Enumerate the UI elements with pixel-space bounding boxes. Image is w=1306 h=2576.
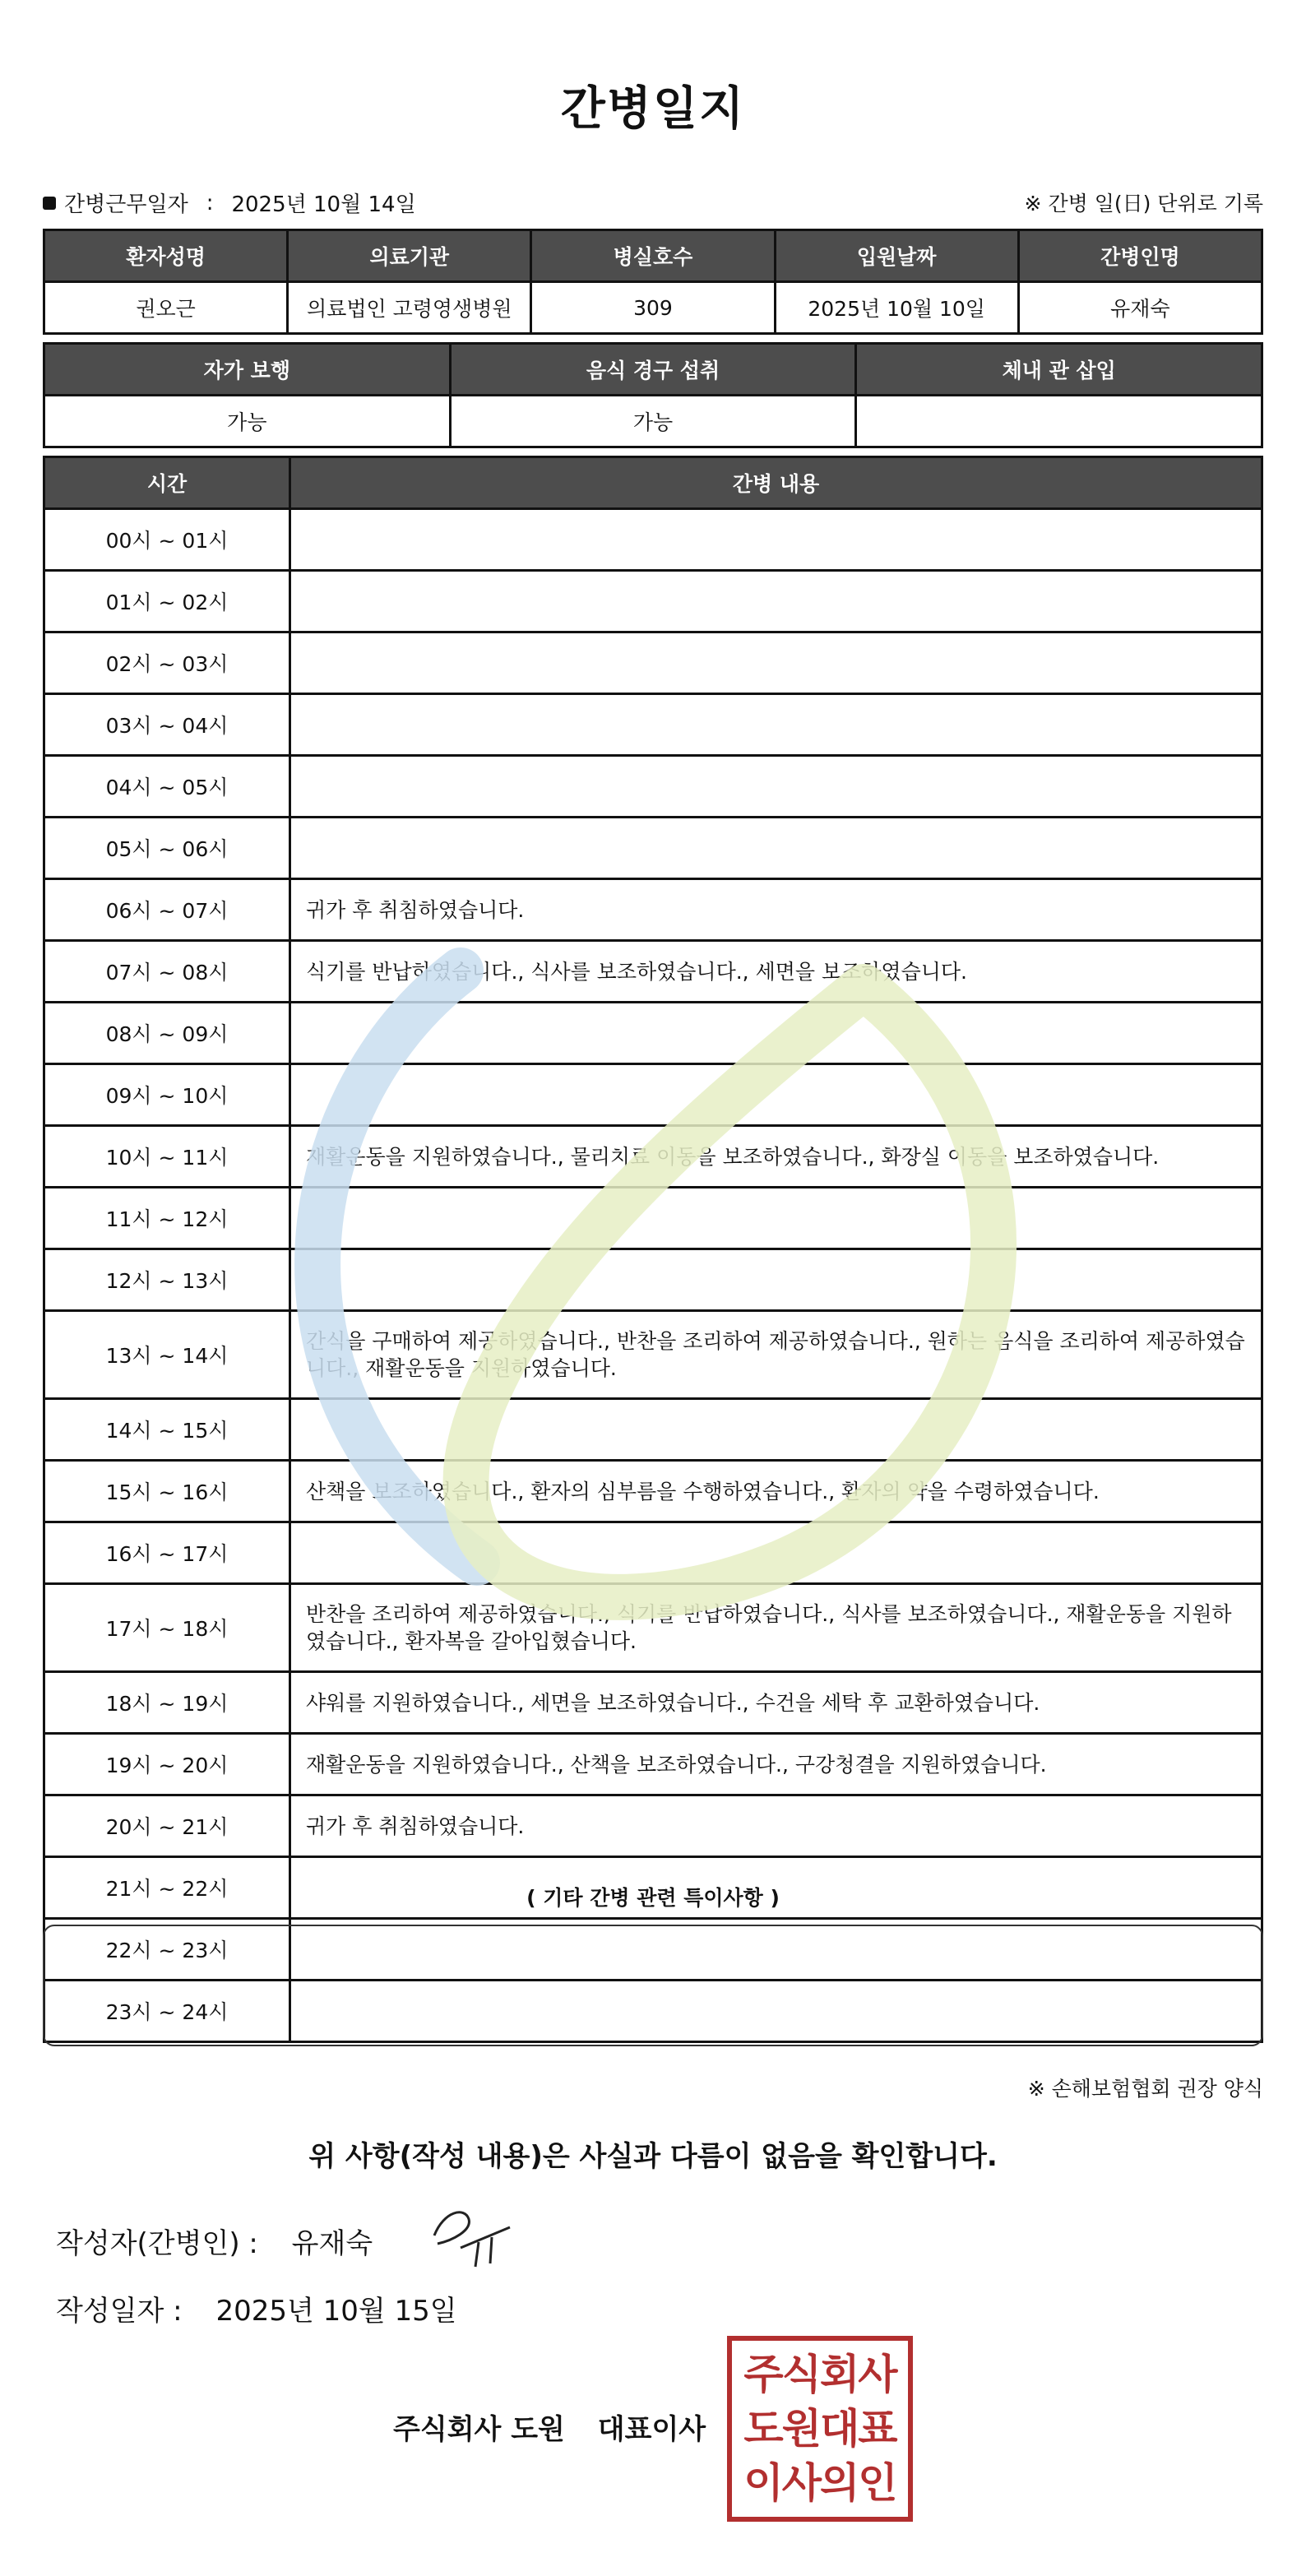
table-row xyxy=(44,632,1262,694)
recommend-note: ※ 손해보험협회 권장 양식 xyxy=(1027,2077,1263,2101)
time-slot: 15시 ~ 16시 xyxy=(44,1461,290,1522)
table-row xyxy=(44,571,1262,632)
room-number: 309 xyxy=(531,282,775,334)
header-care-content: 간병 내용 xyxy=(290,457,1262,509)
time-slot: 05시 ~ 06시 xyxy=(44,818,290,879)
table-row xyxy=(44,1672,1262,1734)
writer-label: 작성자(간병인) : xyxy=(56,2227,258,2260)
header-admission-date: 입원날짜 xyxy=(775,230,1018,282)
work-date-line xyxy=(43,188,416,218)
care-content xyxy=(290,1522,1262,1584)
care-content xyxy=(290,1003,1262,1064)
table-row xyxy=(44,1064,1262,1126)
self-walking-value: 가능 xyxy=(44,396,451,447)
table-row xyxy=(44,756,1262,818)
care-content: 샤워를 지원하였습니다., 세면을 보조하였습니다., 수건을 세탁 후 교환하였습니다. xyxy=(290,1672,1262,1734)
tube-insertion-value xyxy=(856,396,1262,447)
work-date-separator: : xyxy=(206,190,214,215)
record-note: ※ 간병 일(日) 단위로 기록 xyxy=(1024,192,1263,215)
time-slot: 11시 ~ 12시 xyxy=(44,1188,290,1249)
header-hospital: 의료기관 xyxy=(288,230,531,282)
care-content: 재활운동을 지원하였습니다., 물리치료 이동을 보조하였습니다., 화장실 이동을 보조하였습니다. xyxy=(290,1126,1262,1188)
header-patient-name: 환자성명 xyxy=(44,230,288,282)
time-slot: 04시 ~ 05시 xyxy=(44,756,290,818)
table-row xyxy=(44,1003,1262,1064)
hourly-care-log-table xyxy=(43,456,1263,2043)
oral-intake-value: 가능 xyxy=(450,396,856,447)
time-slot: 16시 ~ 17시 xyxy=(44,1522,290,1584)
care-content xyxy=(290,509,1262,571)
care-content: 식기를 반납하였습니다., 식사를 보조하였습니다., 세면을 보조하였습니다. xyxy=(290,941,1262,1003)
writer-name: 유재숙 xyxy=(291,2227,373,2260)
header-room-number: 병실호수 xyxy=(531,230,775,282)
header-time: 시간 xyxy=(44,457,290,509)
time-slot: 14시 ~ 15시 xyxy=(44,1399,290,1461)
admission-date: 2025년 10월 10일 xyxy=(775,282,1018,334)
care-content xyxy=(290,1064,1262,1126)
care-content: 귀가 후 취침하였습니다. xyxy=(290,879,1262,941)
work-date-label: 간병근무일자 xyxy=(64,192,188,217)
time-slot: 08시 ~ 09시 xyxy=(44,1003,290,1064)
company-line xyxy=(393,2407,706,2447)
write-date-label: 작성일자 : xyxy=(56,2295,183,2328)
time-slot: 01시 ~ 02시 xyxy=(44,571,290,632)
seal-line: 주식회사 xyxy=(743,2351,896,2398)
remarks-title: ( 기타 간병 관련 특이사항 ) xyxy=(526,1886,780,1910)
patient-name: 권오근 xyxy=(44,282,288,334)
time-slot: 06시 ~ 07시 xyxy=(44,879,290,941)
care-content: 산책을 보조하였습니다., 환자의 심부름을 수행하였습니다., 환자의 약을 수령하였습니다. xyxy=(290,1461,1262,1522)
write-date-line xyxy=(56,2288,457,2328)
time-slot: 09시 ~ 10시 xyxy=(44,1064,290,1126)
table-row xyxy=(44,1734,1262,1795)
care-content xyxy=(290,1188,1262,1249)
table-row xyxy=(44,1311,1262,1399)
seal-line: 이사의인 xyxy=(743,2459,896,2507)
care-content xyxy=(290,818,1262,879)
time-slot: 02시 ~ 03시 xyxy=(44,632,290,694)
time-slot: 19시 ~ 20시 xyxy=(44,1734,290,1795)
time-slot: 23시 ~ 24시 xyxy=(44,1981,290,2042)
work-date-value: 2025년 10월 14일 xyxy=(231,192,416,217)
table-row xyxy=(44,1461,1262,1522)
time-slot: 00시 ~ 01시 xyxy=(44,509,290,571)
care-content: 간식을 구매하여 제공하였습니다., 반찬을 조리하여 제공하였습니다., 원하는 음식을 조리하여 제공하였습니다., 재활운동을 지원하였습니다. xyxy=(290,1311,1262,1399)
time-slot: 22시 ~ 23시 xyxy=(44,1919,290,1981)
table-row xyxy=(44,879,1262,941)
time-slot: 21시 ~ 22시 xyxy=(44,1857,290,1919)
table-row xyxy=(44,1126,1262,1188)
write-date-value: 2025년 10월 15일 xyxy=(215,2295,457,2328)
time-slot: 12시 ~ 13시 xyxy=(44,1249,290,1311)
care-content: 반찬을 조리하여 제공하였습니다., 식기를 반납하였습니다., 식사를 보조하였습니다., 재활운동을 지원하였습니다., 환자복을 갈아입혔습니다. xyxy=(290,1584,1262,1672)
table-row xyxy=(44,509,1262,571)
company-seal xyxy=(727,2336,913,2522)
signature-mark xyxy=(428,2203,518,2268)
table-row xyxy=(44,1399,1262,1461)
table-row xyxy=(44,1584,1262,1672)
remarks-box xyxy=(43,1925,1263,2046)
care-content xyxy=(290,694,1262,756)
care-content xyxy=(290,1399,1262,1461)
company-title: 대표이사 xyxy=(597,2413,706,2446)
table-row xyxy=(44,1795,1262,1857)
caregiver-name: 유재숙 xyxy=(1018,282,1262,334)
header-oral-intake: 음식 경구 섭취 xyxy=(450,344,856,396)
header-self-walking: 자가 보행 xyxy=(44,344,451,396)
table-row xyxy=(44,941,1262,1003)
table-row xyxy=(44,1249,1262,1311)
header-caregiver-name: 간병인명 xyxy=(1018,230,1262,282)
care-content xyxy=(290,756,1262,818)
writer-line xyxy=(56,2221,373,2261)
document-title: 간병일지 xyxy=(560,82,746,136)
confirmation-statement: 위 사항(작성 내용)은 사실과 다름이 없음을 확인합니다. xyxy=(308,2140,998,2173)
time-slot: 18시 ~ 19시 xyxy=(44,1672,290,1734)
time-slot: 03시 ~ 04시 xyxy=(44,694,290,756)
table-row xyxy=(44,1522,1262,1584)
time-slot: 13시 ~ 14시 xyxy=(44,1311,290,1399)
time-slot: 20시 ~ 21시 xyxy=(44,1795,290,1857)
time-slot: 07시 ~ 08시 xyxy=(44,941,290,1003)
table-row xyxy=(44,694,1262,756)
time-slot: 17시 ~ 18시 xyxy=(44,1584,290,1672)
table-row xyxy=(44,818,1262,879)
care-content xyxy=(290,1249,1262,1311)
seal-line: 도원대표 xyxy=(743,2405,896,2453)
company-name: 주식회사 도원 xyxy=(393,2413,565,2446)
care-content: 재활운동을 지원하였습니다., 산책을 보조하였습니다., 구강청결을 지원하였습니다. xyxy=(290,1734,1262,1795)
bullet-square-icon xyxy=(43,197,56,210)
care-content xyxy=(290,632,1262,694)
care-content xyxy=(290,571,1262,632)
care-content: 귀가 후 취침하였습니다. xyxy=(290,1795,1262,1857)
patient-info-table xyxy=(43,229,1263,335)
patient-status-table xyxy=(43,342,1263,448)
hospital-name: 의료법인 고령영생병원 xyxy=(288,282,531,334)
table-row xyxy=(44,1188,1262,1249)
header-tube-insertion: 체내 관 삽입 xyxy=(856,344,1262,396)
time-slot: 10시 ~ 11시 xyxy=(44,1126,290,1188)
